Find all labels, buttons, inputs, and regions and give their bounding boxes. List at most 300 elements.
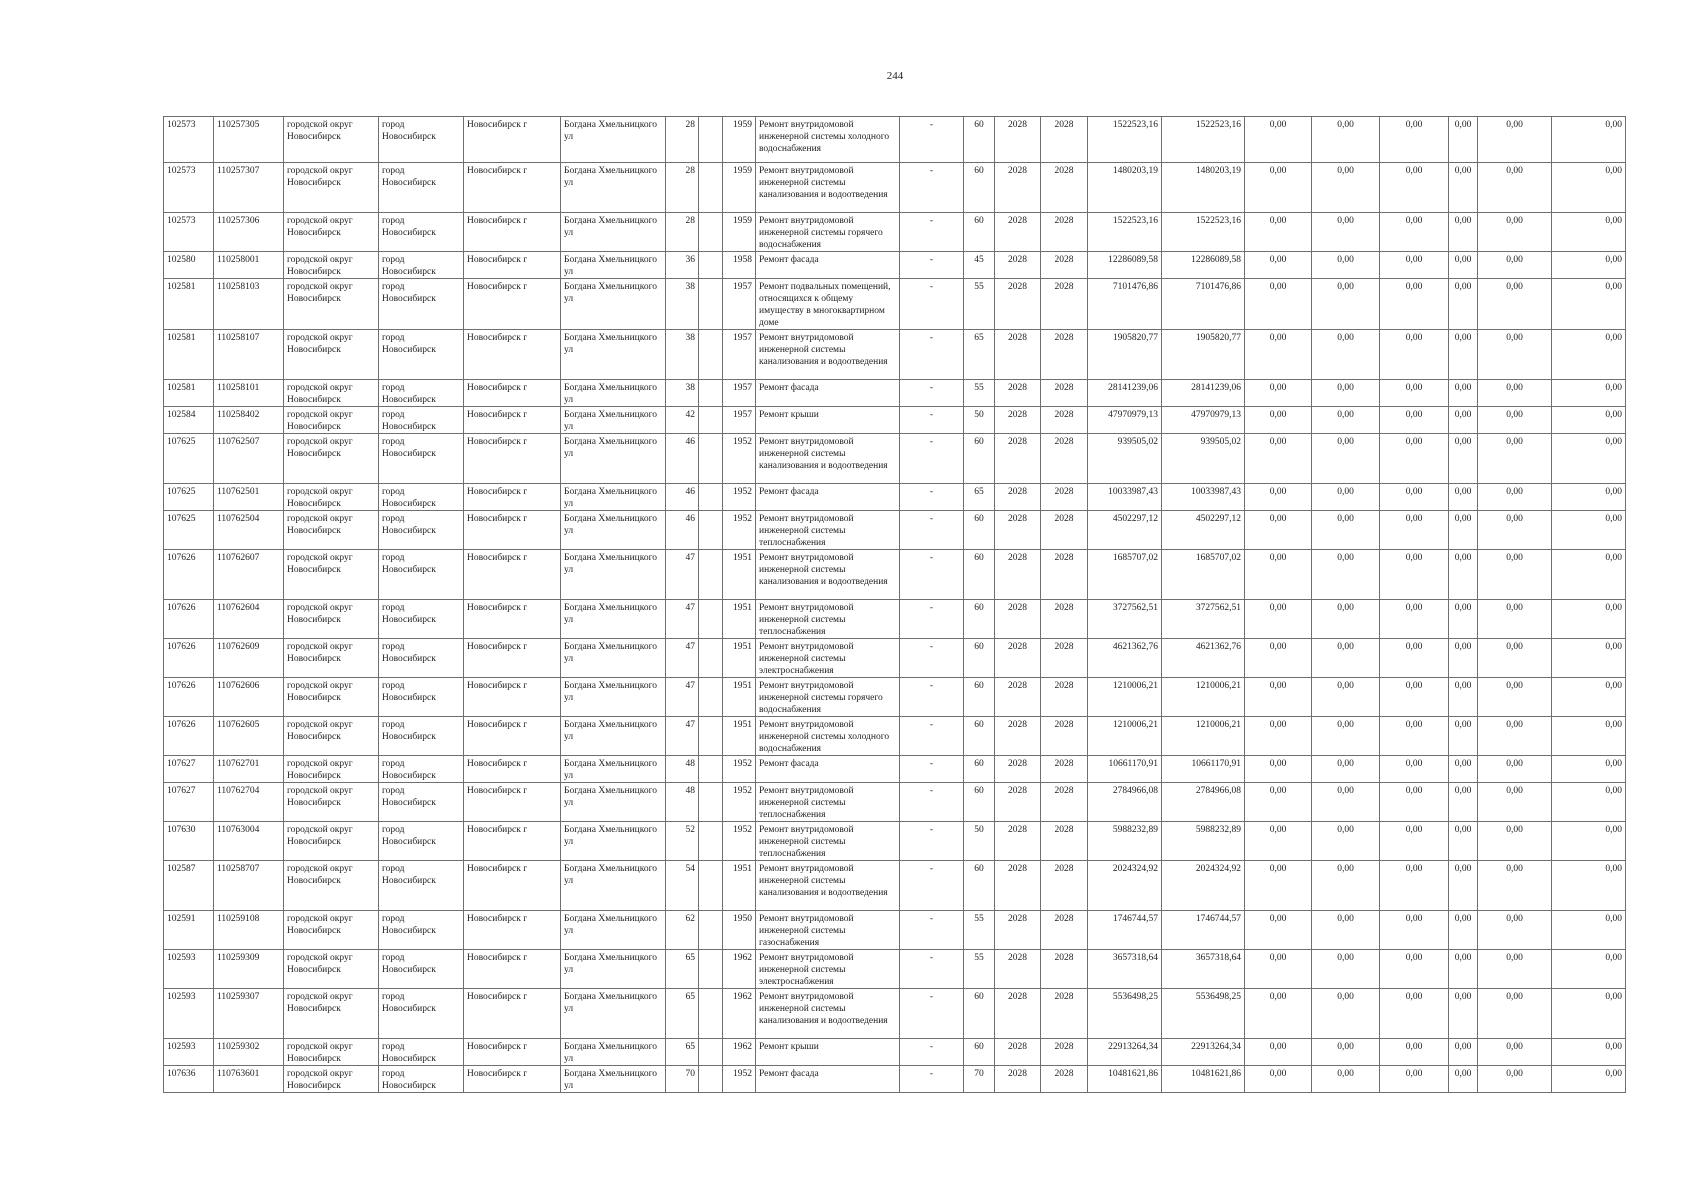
fund-value-5: 0,00 <box>1478 117 1552 163</box>
city-name: Новосибирск г <box>464 434 561 484</box>
empty-cell <box>699 279 723 330</box>
street-name: Богдана Хмельницкого ул <box>561 1039 666 1066</box>
settlement-type: город Новосибирск <box>379 717 464 756</box>
street-name: Богдана Хмельницкого ул <box>561 678 666 717</box>
district-name: городской округ Новосибирск <box>284 434 379 484</box>
dash-mark: - <box>900 550 964 600</box>
fund-value-1: 0,00 <box>1245 717 1312 756</box>
build-year: 1952 <box>723 484 756 511</box>
city-name: Новосибирск г <box>464 407 561 434</box>
build-year: 1957 <box>723 380 756 407</box>
house-number: 54 <box>666 861 699 911</box>
city-name: Новосибирск г <box>464 783 561 822</box>
fund-value-5: 0,00 <box>1478 783 1552 822</box>
empty-cell <box>699 678 723 717</box>
city-name: Новосибирск г <box>464 1066 561 1093</box>
cost-total: 939505,02 <box>1088 434 1162 484</box>
year-start: 2028 <box>995 822 1041 861</box>
city-name: Новосибирск г <box>464 756 561 783</box>
work-code: 110763601 <box>214 1066 284 1093</box>
empty-cell <box>699 989 723 1039</box>
fund-value-3: 0,00 <box>1380 117 1449 163</box>
street-name: Богдана Хмельницкого ул <box>561 330 666 380</box>
settlement-type: город Новосибирск <box>379 511 464 550</box>
dash-mark: - <box>900 380 964 407</box>
work-code: 110258402 <box>214 407 284 434</box>
empty-cell <box>699 213 723 252</box>
fund-value-6: 0,00 <box>1552 330 1626 380</box>
empty-cell <box>699 861 723 911</box>
fund-value-6: 0,00 <box>1552 911 1626 950</box>
district-name: городской округ Новосибирск <box>284 484 379 511</box>
dash-mark: - <box>900 330 964 380</box>
work-code: 110259309 <box>214 950 284 989</box>
record-id: 107626 <box>164 639 214 678</box>
fund-value-1: 0,00 <box>1245 163 1312 213</box>
empty-cell <box>699 717 723 756</box>
fund-value-2: 0,00 <box>1312 783 1380 822</box>
district-name: городской округ Новосибирск <box>284 756 379 783</box>
house-number: 48 <box>666 783 699 822</box>
dash-mark: - <box>900 861 964 911</box>
year-start: 2028 <box>995 861 1041 911</box>
street-name: Богдана Хмельницкого ул <box>561 639 666 678</box>
empty-cell <box>699 252 723 279</box>
record-id: 107630 <box>164 822 214 861</box>
dash-mark: - <box>900 1066 964 1093</box>
fund-value-4: 0,00 <box>1449 639 1478 678</box>
cost-regional: 939505,02 <box>1162 434 1245 484</box>
work-type: Ремонт крыши <box>756 407 900 434</box>
fund-value-2: 0,00 <box>1312 678 1380 717</box>
fund-value-4: 0,00 <box>1449 861 1478 911</box>
build-year: 1959 <box>723 163 756 213</box>
city-name: Новосибирск г <box>464 330 561 380</box>
wear-percent: 70 <box>964 1066 995 1093</box>
street-name: Богдана Хмельницкого ул <box>561 434 666 484</box>
house-number: 70 <box>666 1066 699 1093</box>
work-code: 110257307 <box>214 163 284 213</box>
year-end: 2028 <box>1041 407 1088 434</box>
house-number: 47 <box>666 639 699 678</box>
fund-value-4: 0,00 <box>1449 407 1478 434</box>
empty-cell <box>699 911 723 950</box>
work-type: Ремонт внутридомовой инженерной системы теплоснабжения <box>756 511 900 550</box>
cost-total: 1210006,21 <box>1088 717 1162 756</box>
cost-total: 47970979,13 <box>1088 407 1162 434</box>
work-code: 110258101 <box>214 380 284 407</box>
city-name: Новосибирск г <box>464 911 561 950</box>
work-type: Ремонт внутридомовой инженерной системы холодного водоснабжения <box>756 117 900 163</box>
table-row <box>164 600 1626 639</box>
build-year: 1952 <box>723 822 756 861</box>
cost-total: 1480203,19 <box>1088 163 1162 213</box>
fund-value-3: 0,00 <box>1380 678 1449 717</box>
cost-total: 2024324,92 <box>1088 861 1162 911</box>
year-start: 2028 <box>995 783 1041 822</box>
record-id: 107625 <box>164 484 214 511</box>
fund-value-4: 0,00 <box>1449 279 1478 330</box>
work-type: Ремонт внутридомовой инженерной системы горячего водоснабжения <box>756 213 900 252</box>
fund-value-3: 0,00 <box>1380 213 1449 252</box>
table-row <box>164 717 1626 756</box>
fund-value-3: 0,00 <box>1380 639 1449 678</box>
fund-value-5: 0,00 <box>1478 252 1552 279</box>
house-number: 38 <box>666 330 699 380</box>
fund-value-1: 0,00 <box>1245 380 1312 407</box>
cost-regional: 5536498,25 <box>1162 989 1245 1039</box>
street-name: Богдана Хмельницкого ул <box>561 989 666 1039</box>
settlement-type: город Новосибирск <box>379 550 464 600</box>
district-name: городской округ Новосибирск <box>284 639 379 678</box>
fund-value-1: 0,00 <box>1245 550 1312 600</box>
house-number: 47 <box>666 717 699 756</box>
settlement-type: город Новосибирск <box>379 330 464 380</box>
fund-value-4: 0,00 <box>1449 380 1478 407</box>
table-row <box>164 861 1626 911</box>
cost-total: 1685707,02 <box>1088 550 1162 600</box>
cost-regional: 12286089,58 <box>1162 252 1245 279</box>
fund-value-6: 0,00 <box>1552 279 1626 330</box>
settlement-type: город Новосибирск <box>379 163 464 213</box>
build-year: 1962 <box>723 1039 756 1066</box>
fund-value-2: 0,00 <box>1312 279 1380 330</box>
build-year: 1952 <box>723 434 756 484</box>
street-name: Богдана Хмельницкого ул <box>561 756 666 783</box>
empty-cell <box>699 407 723 434</box>
year-end: 2028 <box>1041 550 1088 600</box>
year-start: 2028 <box>995 756 1041 783</box>
fund-value-5: 0,00 <box>1478 822 1552 861</box>
year-end: 2028 <box>1041 252 1088 279</box>
record-id: 102573 <box>164 117 214 163</box>
street-name: Богдана Хмельницкого ул <box>561 783 666 822</box>
settlement-type: город Новосибирск <box>379 600 464 639</box>
fund-value-2: 0,00 <box>1312 213 1380 252</box>
fund-value-2: 0,00 <box>1312 484 1380 511</box>
work-type: Ремонт внутридомовой инженерной системы газоснабжения <box>756 911 900 950</box>
city-name: Новосибирск г <box>464 511 561 550</box>
work-code: 110762501 <box>214 484 284 511</box>
settlement-type: город Новосибирск <box>379 380 464 407</box>
fund-value-3: 0,00 <box>1380 989 1449 1039</box>
fund-value-3: 0,00 <box>1380 252 1449 279</box>
fund-value-2: 0,00 <box>1312 1039 1380 1066</box>
settlement-type: город Новосибирск <box>379 484 464 511</box>
district-name: городской округ Новосибирск <box>284 678 379 717</box>
work-type: Ремонт внутридомовой инженерной системы канализования и водоотведения <box>756 163 900 213</box>
work-code: 110762704 <box>214 783 284 822</box>
house-number: 48 <box>666 756 699 783</box>
cost-regional: 7101476,86 <box>1162 279 1245 330</box>
wear-percent: 55 <box>964 911 995 950</box>
work-code: 110259108 <box>214 911 284 950</box>
build-year: 1951 <box>723 550 756 600</box>
work-code: 110762504 <box>214 511 284 550</box>
work-type: Ремонт внутридомовой инженерной системы электроснабжения <box>756 639 900 678</box>
district-name: городской округ Новосибирск <box>284 911 379 950</box>
year-start: 2028 <box>995 911 1041 950</box>
house-number: 65 <box>666 950 699 989</box>
page-number: 244 <box>886 70 904 82</box>
fund-value-6: 0,00 <box>1552 407 1626 434</box>
settlement-type: город Новосибирск <box>379 861 464 911</box>
city-name: Новосибирск г <box>464 117 561 163</box>
table-row <box>164 252 1626 279</box>
work-type: Ремонт внутридомовой инженерной системы канализования и водоотведения <box>756 330 900 380</box>
work-type: Ремонт крыши <box>756 1039 900 1066</box>
fund-value-2: 0,00 <box>1312 911 1380 950</box>
table-row <box>164 511 1626 550</box>
empty-cell <box>699 600 723 639</box>
table-row <box>164 756 1626 783</box>
fund-value-6: 0,00 <box>1552 117 1626 163</box>
fund-value-6: 0,00 <box>1552 550 1626 600</box>
fund-value-5: 0,00 <box>1478 213 1552 252</box>
build-year: 1952 <box>723 783 756 822</box>
fund-value-6: 0,00 <box>1552 163 1626 213</box>
fund-value-1: 0,00 <box>1245 434 1312 484</box>
district-name: городской округ Новосибирск <box>284 252 379 279</box>
fund-value-4: 0,00 <box>1449 484 1478 511</box>
fund-value-1: 0,00 <box>1245 330 1312 380</box>
year-end: 2028 <box>1041 330 1088 380</box>
dash-mark: - <box>900 117 964 163</box>
record-id: 107625 <box>164 434 214 484</box>
year-start: 2028 <box>995 252 1041 279</box>
fund-value-3: 0,00 <box>1380 717 1449 756</box>
year-start: 2028 <box>995 639 1041 678</box>
empty-cell <box>699 1066 723 1093</box>
settlement-type: город Новосибирск <box>379 252 464 279</box>
city-name: Новосибирск г <box>464 380 561 407</box>
fund-value-3: 0,00 <box>1380 822 1449 861</box>
wear-percent: 55 <box>964 279 995 330</box>
house-number: 46 <box>666 434 699 484</box>
year-end: 2028 <box>1041 911 1088 950</box>
house-number: 47 <box>666 550 699 600</box>
house-number: 38 <box>666 279 699 330</box>
record-id: 102591 <box>164 911 214 950</box>
wear-percent: 55 <box>964 950 995 989</box>
cost-regional: 1905820,77 <box>1162 330 1245 380</box>
dash-mark: - <box>900 511 964 550</box>
year-end: 2028 <box>1041 163 1088 213</box>
dash-mark: - <box>900 213 964 252</box>
wear-percent: 60 <box>964 639 995 678</box>
year-start: 2028 <box>995 330 1041 380</box>
work-type: Ремонт фасада <box>756 756 900 783</box>
district-name: городской округ Новосибирск <box>284 511 379 550</box>
year-end: 2028 <box>1041 511 1088 550</box>
work-code: 110762605 <box>214 717 284 756</box>
work-type: Ремонт внутридомовой инженерной системы горячего водоснабжения <box>756 678 900 717</box>
build-year: 1951 <box>723 861 756 911</box>
settlement-type: город Новосибирск <box>379 117 464 163</box>
work-code: 110762604 <box>214 600 284 639</box>
street-name: Богдана Хмельницкого ул <box>561 861 666 911</box>
year-start: 2028 <box>995 117 1041 163</box>
fund-value-3: 0,00 <box>1380 511 1449 550</box>
settlement-type: город Новосибирск <box>379 911 464 950</box>
street-name: Богдана Хмельницкого ул <box>561 1066 666 1093</box>
street-name: Богдана Хмельницкого ул <box>561 163 666 213</box>
fund-value-2: 0,00 <box>1312 252 1380 279</box>
fund-value-2: 0,00 <box>1312 434 1380 484</box>
cost-regional: 28141239,06 <box>1162 380 1245 407</box>
street-name: Богдана Хмельницкого ул <box>561 600 666 639</box>
table-row <box>164 822 1626 861</box>
fund-value-2: 0,00 <box>1312 117 1380 163</box>
fund-value-3: 0,00 <box>1380 550 1449 600</box>
work-code: 110257305 <box>214 117 284 163</box>
table-row <box>164 678 1626 717</box>
settlement-type: город Новосибирск <box>379 822 464 861</box>
empty-cell <box>699 550 723 600</box>
fund-value-5: 0,00 <box>1478 484 1552 511</box>
work-code: 110762701 <box>214 756 284 783</box>
dash-mark: - <box>900 756 964 783</box>
fund-value-3: 0,00 <box>1380 484 1449 511</box>
capital-repair-register-table <box>163 116 1626 1093</box>
cost-total: 1746744,57 <box>1088 911 1162 950</box>
fund-value-2: 0,00 <box>1312 950 1380 989</box>
fund-value-2: 0,00 <box>1312 861 1380 911</box>
wear-percent: 60 <box>964 783 995 822</box>
table-row <box>164 380 1626 407</box>
cost-total: 10661170,91 <box>1088 756 1162 783</box>
year-start: 2028 <box>995 989 1041 1039</box>
cost-regional: 1685707,02 <box>1162 550 1245 600</box>
wear-percent: 50 <box>964 407 995 434</box>
year-start: 2028 <box>995 511 1041 550</box>
fund-value-4: 0,00 <box>1449 600 1478 639</box>
fund-value-1: 0,00 <box>1245 213 1312 252</box>
cost-regional: 47970979,13 <box>1162 407 1245 434</box>
fund-value-4: 0,00 <box>1449 822 1478 861</box>
cost-regional: 1480203,19 <box>1162 163 1245 213</box>
empty-cell <box>699 434 723 484</box>
year-end: 2028 <box>1041 1066 1088 1093</box>
settlement-type: город Новосибирск <box>379 678 464 717</box>
fund-value-1: 0,00 <box>1245 279 1312 330</box>
year-start: 2028 <box>995 600 1041 639</box>
build-year: 1951 <box>723 639 756 678</box>
fund-value-1: 0,00 <box>1245 1039 1312 1066</box>
fund-value-6: 0,00 <box>1552 1066 1626 1093</box>
table-row <box>164 1066 1626 1093</box>
fund-value-4: 0,00 <box>1449 1066 1478 1093</box>
year-start: 2028 <box>995 434 1041 484</box>
wear-percent: 60 <box>964 550 995 600</box>
year-end: 2028 <box>1041 434 1088 484</box>
table-row <box>164 117 1626 163</box>
wear-percent: 60 <box>964 756 995 783</box>
work-code: 110259302 <box>214 1039 284 1066</box>
wear-percent: 45 <box>964 252 995 279</box>
build-year: 1957 <box>723 407 756 434</box>
settlement-type: город Новосибирск <box>379 434 464 484</box>
fund-value-5: 0,00 <box>1478 434 1552 484</box>
table-row <box>164 783 1626 822</box>
build-year: 1952 <box>723 756 756 783</box>
street-name: Богдана Хмельницкого ул <box>561 407 666 434</box>
fund-value-2: 0,00 <box>1312 639 1380 678</box>
table-row <box>164 407 1626 434</box>
wear-percent: 60 <box>964 861 995 911</box>
fund-value-1: 0,00 <box>1245 911 1312 950</box>
district-name: городской округ Новосибирск <box>284 950 379 989</box>
fund-value-6: 0,00 <box>1552 252 1626 279</box>
empty-cell <box>699 117 723 163</box>
year-start: 2028 <box>995 950 1041 989</box>
cost-regional: 1522523,16 <box>1162 117 1245 163</box>
fund-value-1: 0,00 <box>1245 484 1312 511</box>
house-number: 46 <box>666 484 699 511</box>
work-type: Ремонт внутридомовой инженерной системы электроснабжения <box>756 950 900 989</box>
house-number: 28 <box>666 213 699 252</box>
record-id: 102581 <box>164 380 214 407</box>
city-name: Новосибирск г <box>464 1039 561 1066</box>
table-row <box>164 950 1626 989</box>
fund-value-3: 0,00 <box>1380 330 1449 380</box>
dash-mark: - <box>900 678 964 717</box>
dash-mark: - <box>900 484 964 511</box>
fund-value-4: 0,00 <box>1449 717 1478 756</box>
year-end: 2028 <box>1041 822 1088 861</box>
fund-value-5: 0,00 <box>1478 163 1552 213</box>
wear-percent: 60 <box>964 600 995 639</box>
build-year: 1962 <box>723 989 756 1039</box>
street-name: Богдана Хмельницкого ул <box>561 511 666 550</box>
cost-regional: 10661170,91 <box>1162 756 1245 783</box>
work-type: Ремонт внутридомовой инженерной системы канализования и водоотведения <box>756 861 900 911</box>
table-row <box>164 911 1626 950</box>
record-id: 102584 <box>164 407 214 434</box>
fund-value-3: 0,00 <box>1380 1039 1449 1066</box>
fund-value-2: 0,00 <box>1312 600 1380 639</box>
city-name: Новосибирск г <box>464 950 561 989</box>
build-year: 1957 <box>723 279 756 330</box>
table-row <box>164 163 1626 213</box>
year-start: 2028 <box>995 550 1041 600</box>
dash-mark: - <box>900 911 964 950</box>
work-type: Ремонт подвальных помещений, относящихся к общему имуществу в многоквартирном доме <box>756 279 900 330</box>
empty-cell <box>699 330 723 380</box>
table-row <box>164 639 1626 678</box>
fund-value-5: 0,00 <box>1478 1039 1552 1066</box>
fund-value-1: 0,00 <box>1245 600 1312 639</box>
work-type: Ремонт внутридомовой инженерной системы теплоснабжения <box>756 600 900 639</box>
dash-mark: - <box>900 434 964 484</box>
work-type: Ремонт внутридомовой инженерной системы канализования и водоотведения <box>756 550 900 600</box>
empty-cell <box>699 822 723 861</box>
settlement-type: город Новосибирск <box>379 1066 464 1093</box>
work-code: 110762607 <box>214 550 284 600</box>
district-name: городской округ Новосибирск <box>284 1066 379 1093</box>
year-start: 2028 <box>995 678 1041 717</box>
cost-total: 1210006,21 <box>1088 678 1162 717</box>
fund-value-6: 0,00 <box>1552 717 1626 756</box>
work-code: 110258103 <box>214 279 284 330</box>
settlement-type: город Новосибирск <box>379 213 464 252</box>
fund-value-5: 0,00 <box>1478 380 1552 407</box>
street-name: Богдана Хмельницкого ул <box>561 550 666 600</box>
fund-value-2: 0,00 <box>1312 1066 1380 1093</box>
wear-percent: 60 <box>964 163 995 213</box>
fund-value-1: 0,00 <box>1245 1066 1312 1093</box>
fund-value-2: 0,00 <box>1312 407 1380 434</box>
